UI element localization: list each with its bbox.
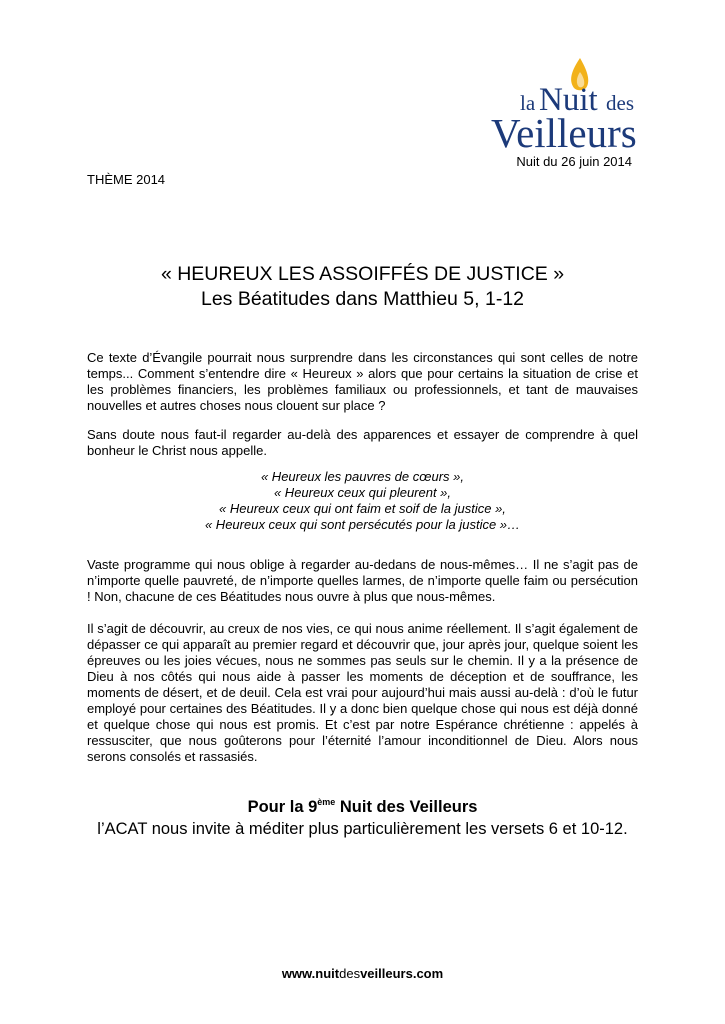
title-line-1: « HEUREUX LES ASSOIFFÉS DE JUSTICE » [160, 263, 565, 285]
theme-label: THÈME 2014 [87, 172, 166, 187]
closing-heading-before: Pour la 9 [247, 798, 318, 816]
nuit-des-veilleurs-logo [488, 56, 658, 152]
beatitude-line: « Heureux ceux qui ont faim et soif de la justice », [219, 501, 506, 516]
closing-heading [0, 796, 725, 818]
event-date: Nuit du 26 juin 2014 [516, 154, 632, 169]
logo-word-des: des [606, 91, 634, 115]
logo-word-la: la [520, 91, 536, 115]
closing-invitation: l’ACAT nous invite à méditer plus particulièrement les versets 6 et 10-12. [97, 820, 628, 838]
logo-word-nuit: Nuit [539, 82, 598, 118]
closing-heading-ordinal: ème [317, 797, 336, 807]
website-link[interactable] [0, 966, 725, 982]
beatitude-line: « Heureux les pauvres de cœurs », [260, 469, 465, 484]
url-part-2: des [339, 966, 361, 981]
logo-word-veilleurs: Veilleurs [491, 110, 637, 152]
paragraph-decouvrir: Il s’agit de découvrir, au creux de nos vies, ce qui nous anime réellement. Il s’agit également de dépasser ce qui apparaît au premier regard et découvrir que, jour après jour, quelque soient les épreuves ou les joies vécues, nous ne sommes pas seuls sur le chemin. Il y a la présence de Dieu à nos côtés qui nous aide à passer les moments de déception et de souffrance, les moments de désert, et de deuil. Cela est vrai pour aujourd’hui mais aussi au-delà : d’où le futur employé pour certaines des Béatitudes. Il y a donc bien quelque chose qui nous est déjà donné et quelque chose qui nous est promis. Et c’est par notre Espérance chrétienne : appelés à ressusciter, que nous goûterons pour l’éternité l’amour inconditionnel de Dieu. Alors nous serons consolés et rassasiés. [87, 621, 638, 764]
paragraph-programme: Vaste programme qui nous oblige à regarder au-dedans de nous-mêmes… Il ne s’agit pas de n’importe quelle pauvreté, de n’importe quelles larmes, de n’importe quelle faim ou persécution ! Non, chacune de ces Béatitudes nous ouvre à plus que nous-mêmes. [87, 557, 638, 604]
beatitudes-quote [0, 469, 725, 533]
beatitude-line: « Heureux ceux qui pleurent », [273, 485, 452, 500]
document-title [0, 262, 725, 312]
url-part-1: www.nuit [281, 966, 340, 981]
closing-block [0, 796, 725, 840]
beatitude-line: « Heureux ceux qui sont persécutés pour la justice »… [204, 517, 521, 532]
url-part-3: veilleurs.com [360, 966, 444, 981]
closing-heading-after: Nuit des Veilleurs [335, 798, 478, 816]
paragraph-bonheur: Sans doute nous faut-il regarder au-delà des apparences et essayer de comprendre à quel bonheur le Christ nous appelle. [87, 427, 638, 458]
title-line-2: Les Béatitudes dans Matthieu 5, 1-12 [200, 288, 525, 310]
paragraph-intro: Ce texte d’Évangile pourrait nous surprendre dans les circonstances qui sont celles de notre temps... Comment s’entendre dire « Heureux » alors que pour certains la situation de crise et les problèmes financiers, les problèmes familiaux ou professionnels, et tant de mauvaises nouvelles et autres choses nous clouent sur place ? [87, 350, 638, 413]
